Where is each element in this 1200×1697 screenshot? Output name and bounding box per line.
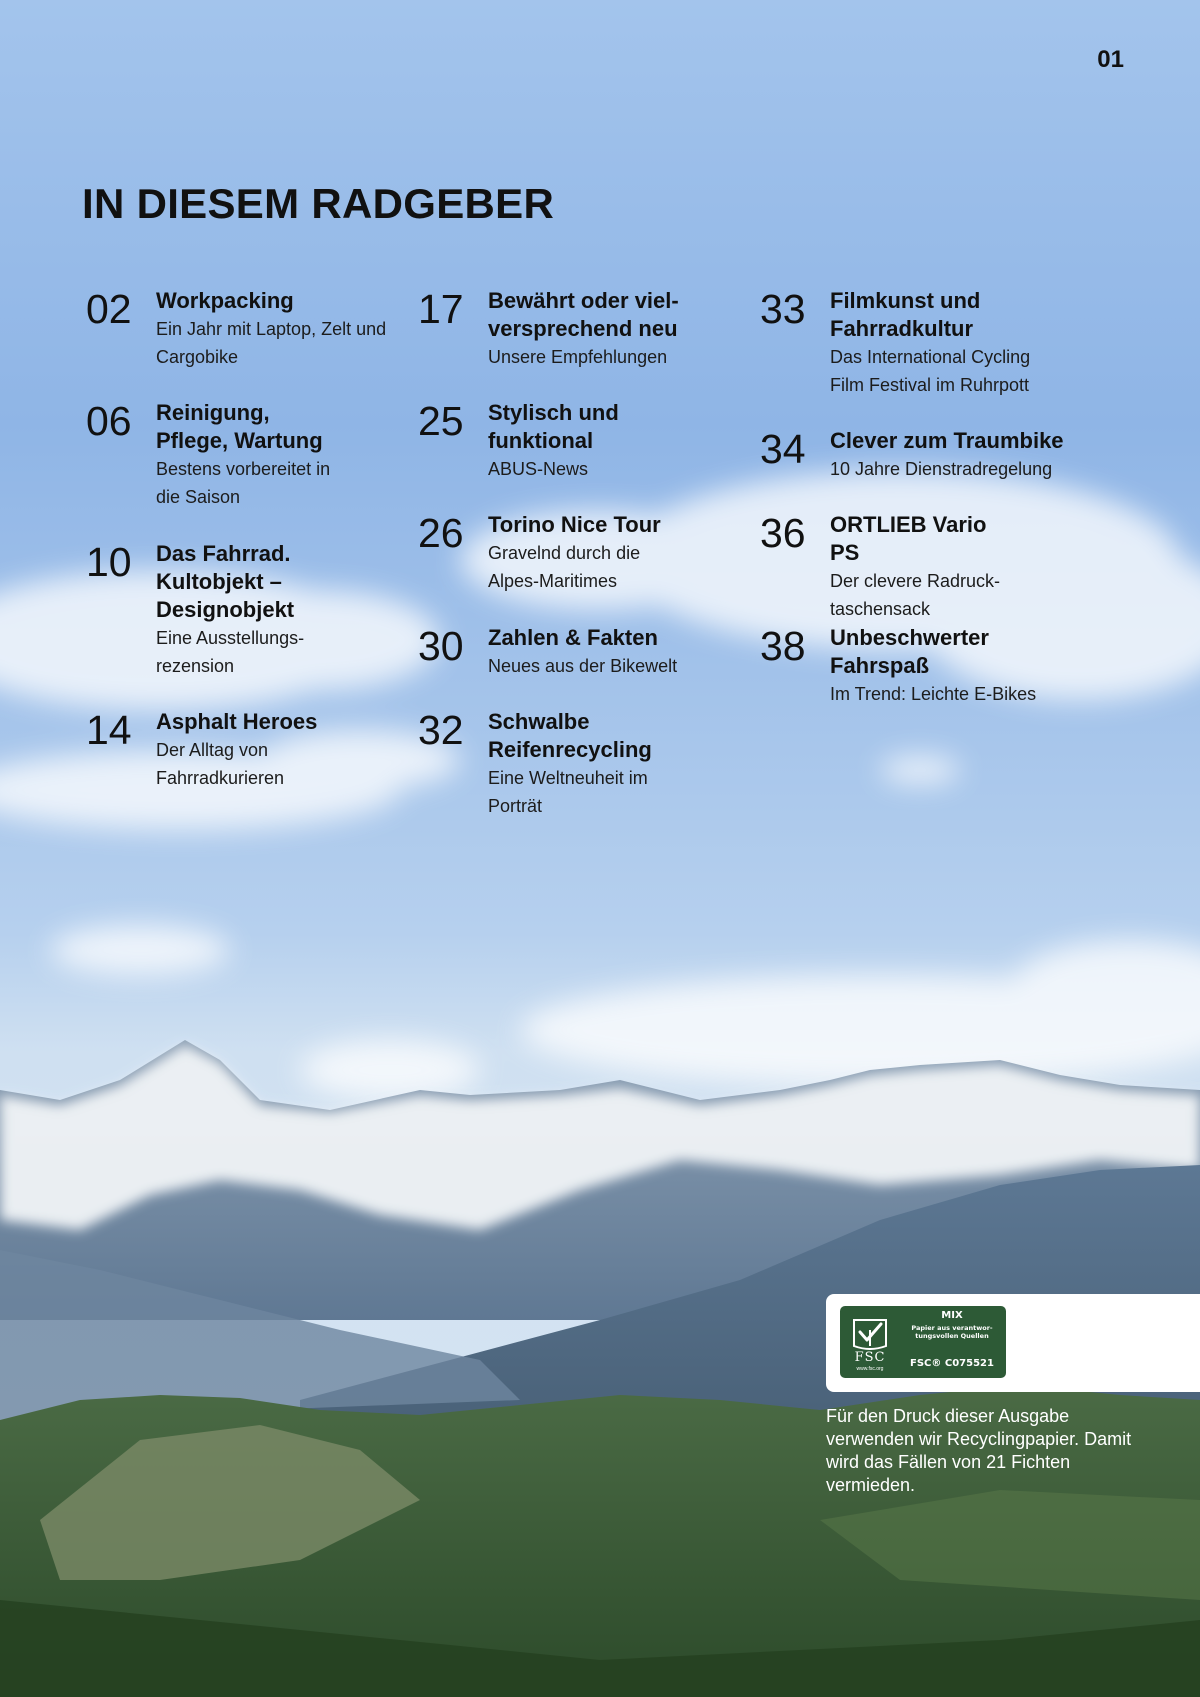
toc-entry-36 — [760, 511, 1005, 623]
fsc-code: FSC® C075521 — [910, 1358, 994, 1369]
toc-page-number: 25 — [418, 398, 464, 444]
toc-entry-38 — [760, 624, 1040, 708]
toc-page-number: 32 — [418, 707, 464, 753]
fsc-source: Papier aus verantwor-tungsvollen Quellen — [911, 1324, 993, 1340]
toc-page-number: 36 — [760, 510, 806, 556]
toc-entry-32 — [418, 708, 668, 820]
toc-title: Bewährt oder viel-versprechend neu — [488, 288, 679, 341]
toc-subtitle: ABUS-News — [488, 459, 589, 479]
toc-page-number: 14 — [86, 707, 132, 753]
toc-entry-30 — [418, 624, 708, 680]
toc-subtitle: Bestens vorbereitet in die Saison — [156, 459, 331, 507]
toc-title: Zahlen & Fakten — [488, 625, 658, 650]
fsc-certificate-box — [826, 1294, 1200, 1392]
toc-page-number: 38 — [760, 623, 806, 669]
toc-page-number: 30 — [418, 623, 464, 669]
toc-subtitle: Ein Jahr mit Laptop, Zelt und Cargobike — [156, 319, 387, 367]
toc-title: Filmkunst und Fahrradkultur — [830, 288, 981, 341]
fsc-url: www.fsc.org — [856, 1366, 884, 1372]
toc-title: Stylisch und funktional — [488, 400, 619, 453]
toc-title: Das Fahrrad. Kultobjekt – Designobjekt — [156, 541, 295, 622]
page-number: 01 — [1097, 46, 1124, 73]
toc-title: Clever zum Traumbike — [830, 428, 1064, 453]
toc-entry-02 — [86, 287, 406, 371]
toc-entry-14 — [86, 708, 326, 792]
toc-entry-06 — [86, 399, 336, 511]
toc-title: Workpacking — [156, 288, 294, 313]
toc-page-number: 02 — [86, 286, 132, 332]
toc-entry-26 — [418, 511, 678, 595]
toc-subtitle: Gravelnd durch die Alpes-Maritimes — [488, 543, 641, 591]
toc-subtitle: Das International Cycling Film Festival im Ruhrpott — [830, 347, 1031, 395]
toc-subtitle: Neues aus der Bikewelt — [488, 656, 678, 676]
toc-page-number: 10 — [86, 539, 132, 585]
toc-page-number: 17 — [418, 286, 464, 332]
toc-entry-34 — [760, 427, 1090, 483]
fsc-label — [840, 1306, 1006, 1378]
toc-subtitle: Unsere Empfehlungen — [488, 347, 668, 367]
toc-subtitle: Eine Ausstellungs-rezension — [156, 628, 305, 676]
toc-title: Reinigung, Pflege, Wartung — [156, 400, 323, 453]
toc-subtitle: 10 Jahre Dienstradregelung — [830, 459, 1053, 479]
toc-title: ORTLIEB Vario PS — [830, 512, 987, 565]
toc-title: Schwalbe Reifenrecycling — [488, 709, 652, 762]
toc-page-number: 26 — [418, 510, 464, 556]
toc-page-number: 06 — [86, 398, 132, 444]
toc-page-number: 34 — [760, 426, 806, 472]
toc-entry-25 — [418, 399, 638, 483]
recycling-note: Für den Druck dieser Ausgabe verwenden wir Recyclingpapier. Damit wird das Fällen von 21 Fichten vermieden. — [826, 1406, 1132, 1495]
toc-entry-10 — [86, 540, 316, 680]
fsc-brand: FSC — [854, 1350, 886, 1365]
toc-title: Asphalt Heroes — [156, 709, 318, 734]
toc-subtitle: Der clevere Radruck-taschensack — [830, 571, 1001, 619]
toc-entry-17 — [418, 287, 688, 371]
page-title: IN DIESEM RADGEBER — [82, 180, 555, 227]
toc-subtitle: Eine Weltneuheit im Porträt — [488, 768, 648, 816]
fsc-mix: MIX — [941, 1310, 963, 1321]
toc-subtitle: Im Trend: Leichte E-Bikes — [830, 684, 1037, 704]
toc-entry-33 — [760, 287, 1045, 399]
toc-title: Torino Nice Tour — [488, 512, 661, 537]
toc-page-number: 33 — [760, 286, 806, 332]
toc-title: Unbeschwerter Fahrspaß — [830, 625, 989, 678]
toc-subtitle: Der Alltag von Fahrradkurieren — [156, 740, 285, 788]
